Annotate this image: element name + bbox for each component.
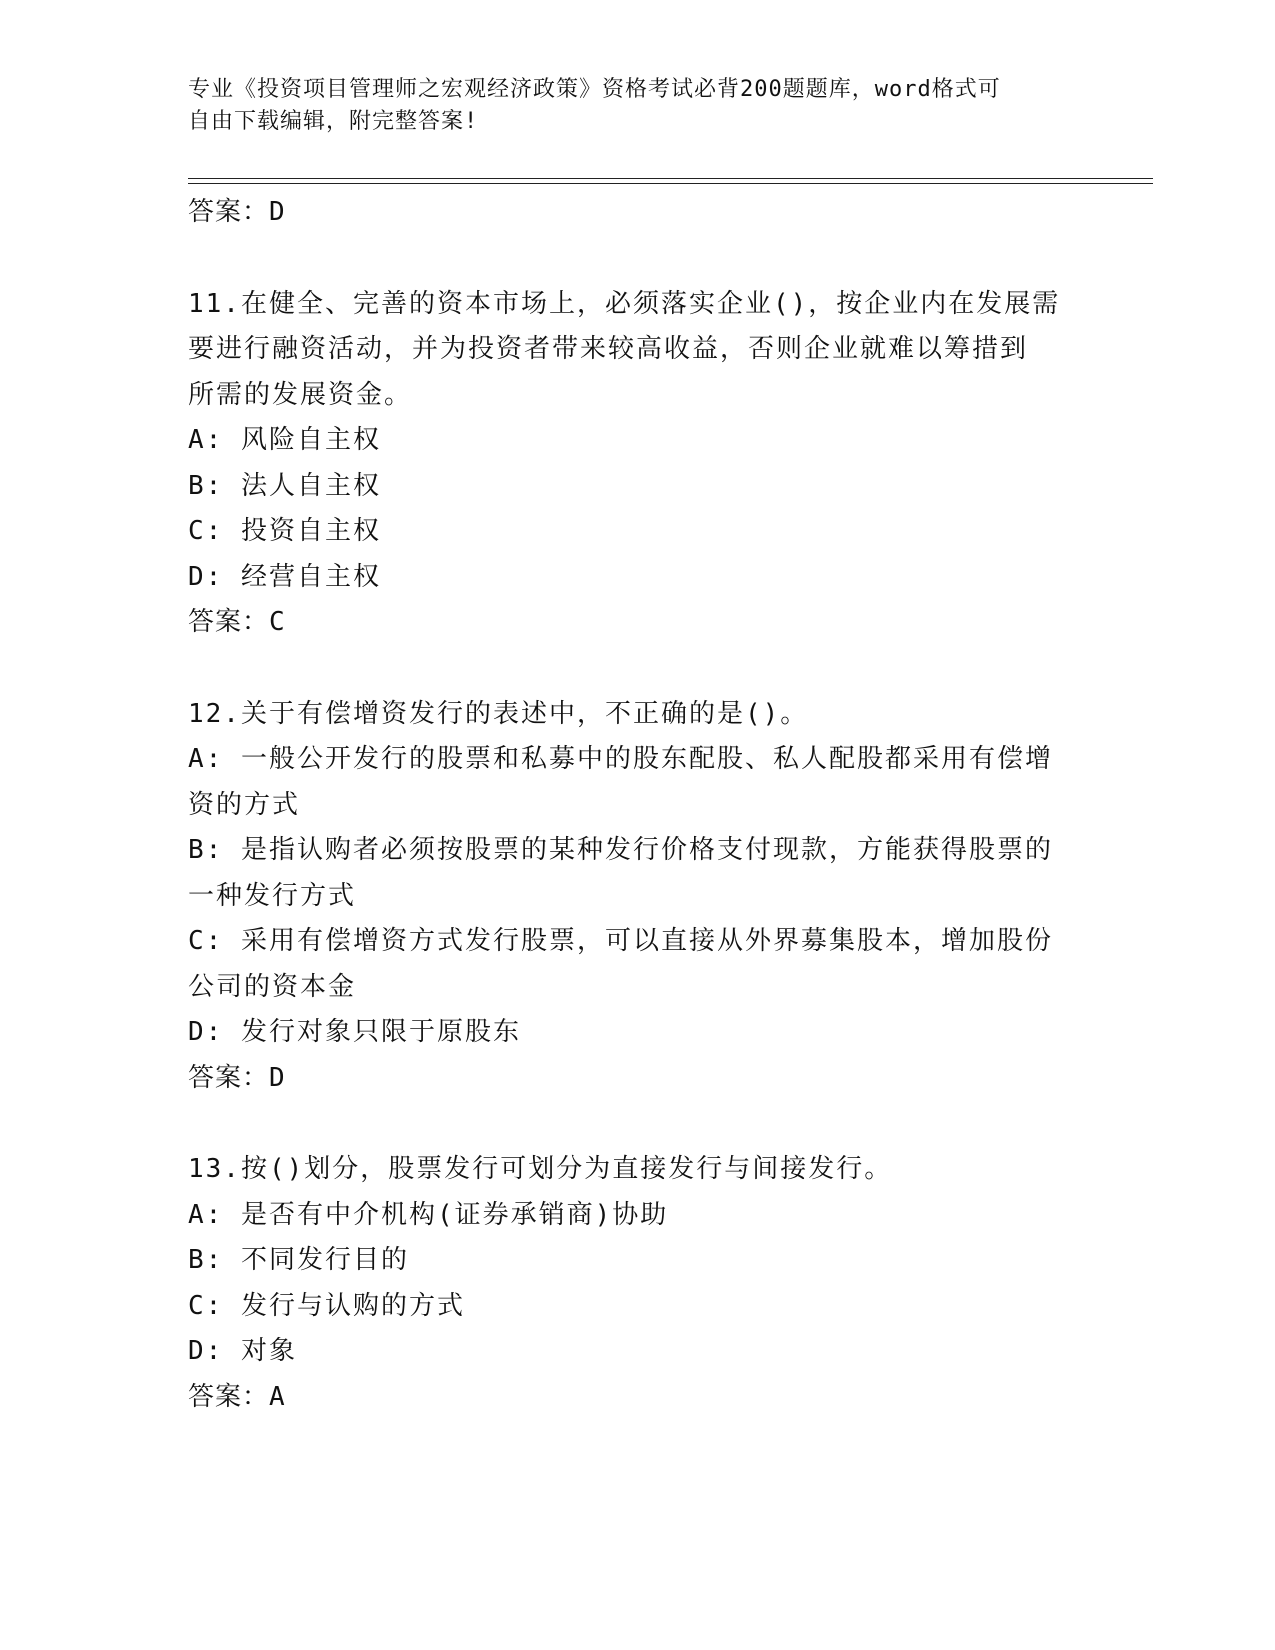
option-c: C: 发行与认购的方式 xyxy=(188,1290,465,1321)
option-a-continued: 资的方式 xyxy=(188,789,301,820)
option-b: B: 是指认购者必须按股票的某种发行价格支付现款，方能获得股票的 xyxy=(188,835,1053,865)
question-13 xyxy=(188,1147,1088,1420)
question-stem: 所需的发展资金。 xyxy=(188,379,413,410)
option-a: A: 是否有中介机构(证券承销商)协助 xyxy=(188,1199,669,1230)
question-stem: 11.在健全、完善的资本市场上，必须落实企业()，按企业内在发展需 xyxy=(188,288,1061,319)
header-line-1: 专业《投资项目管理师之宏观经济政策》资格考试必背200题题库，word格式可 xyxy=(188,77,1001,102)
question-stem: 要进行融资活动，并为投资者带来较高收益，否则企业就难以筹措到 xyxy=(188,334,1029,364)
option-d: D: 对象 xyxy=(188,1336,297,1366)
question-11 xyxy=(188,282,1088,646)
spacer xyxy=(188,646,1088,692)
header-divider-bottom xyxy=(188,183,1153,184)
option-d: D: 发行对象只限于原股东 xyxy=(188,1017,521,1047)
option-c: C: 投资自主权 xyxy=(188,516,381,546)
option-b-continued: 一种发行方式 xyxy=(188,880,357,911)
answer-line: 答案：D xyxy=(188,197,286,227)
option-c-continued: 公司的资本金 xyxy=(188,971,357,1002)
option-b: B: 不同发行目的 xyxy=(188,1245,409,1275)
document-body xyxy=(188,190,1088,1420)
spacer xyxy=(188,1101,1088,1147)
spacer xyxy=(188,236,1088,282)
answer-line: 答案：C xyxy=(188,607,286,637)
header-divider-top xyxy=(188,178,1153,179)
question-12 xyxy=(188,692,1088,1102)
option-b: B: 法人自主权 xyxy=(188,470,381,501)
header-line-2: 自由下载编辑，附完整答案! xyxy=(188,109,479,134)
question-stem: 12.关于有偿增资发行的表述中，不正确的是()。 xyxy=(188,698,809,729)
option-a: A: 风险自主权 xyxy=(188,425,381,455)
document-header xyxy=(188,74,1068,138)
answer-line: 答案：A xyxy=(188,1381,286,1412)
option-d: D: 经营自主权 xyxy=(188,561,381,592)
question-stem: 13.按()划分，股票发行可划分为直接发行与间接发行。 xyxy=(188,1154,893,1184)
option-c: C: 采用有偿增资方式发行股票，可以直接从外界募集股本，增加股份 xyxy=(188,926,1053,956)
option-a: A: 一般公开发行的股票和私募中的股东配股、私人配股都采用有偿增 xyxy=(188,744,1053,774)
answer-line: 答案：D xyxy=(188,1062,286,1093)
